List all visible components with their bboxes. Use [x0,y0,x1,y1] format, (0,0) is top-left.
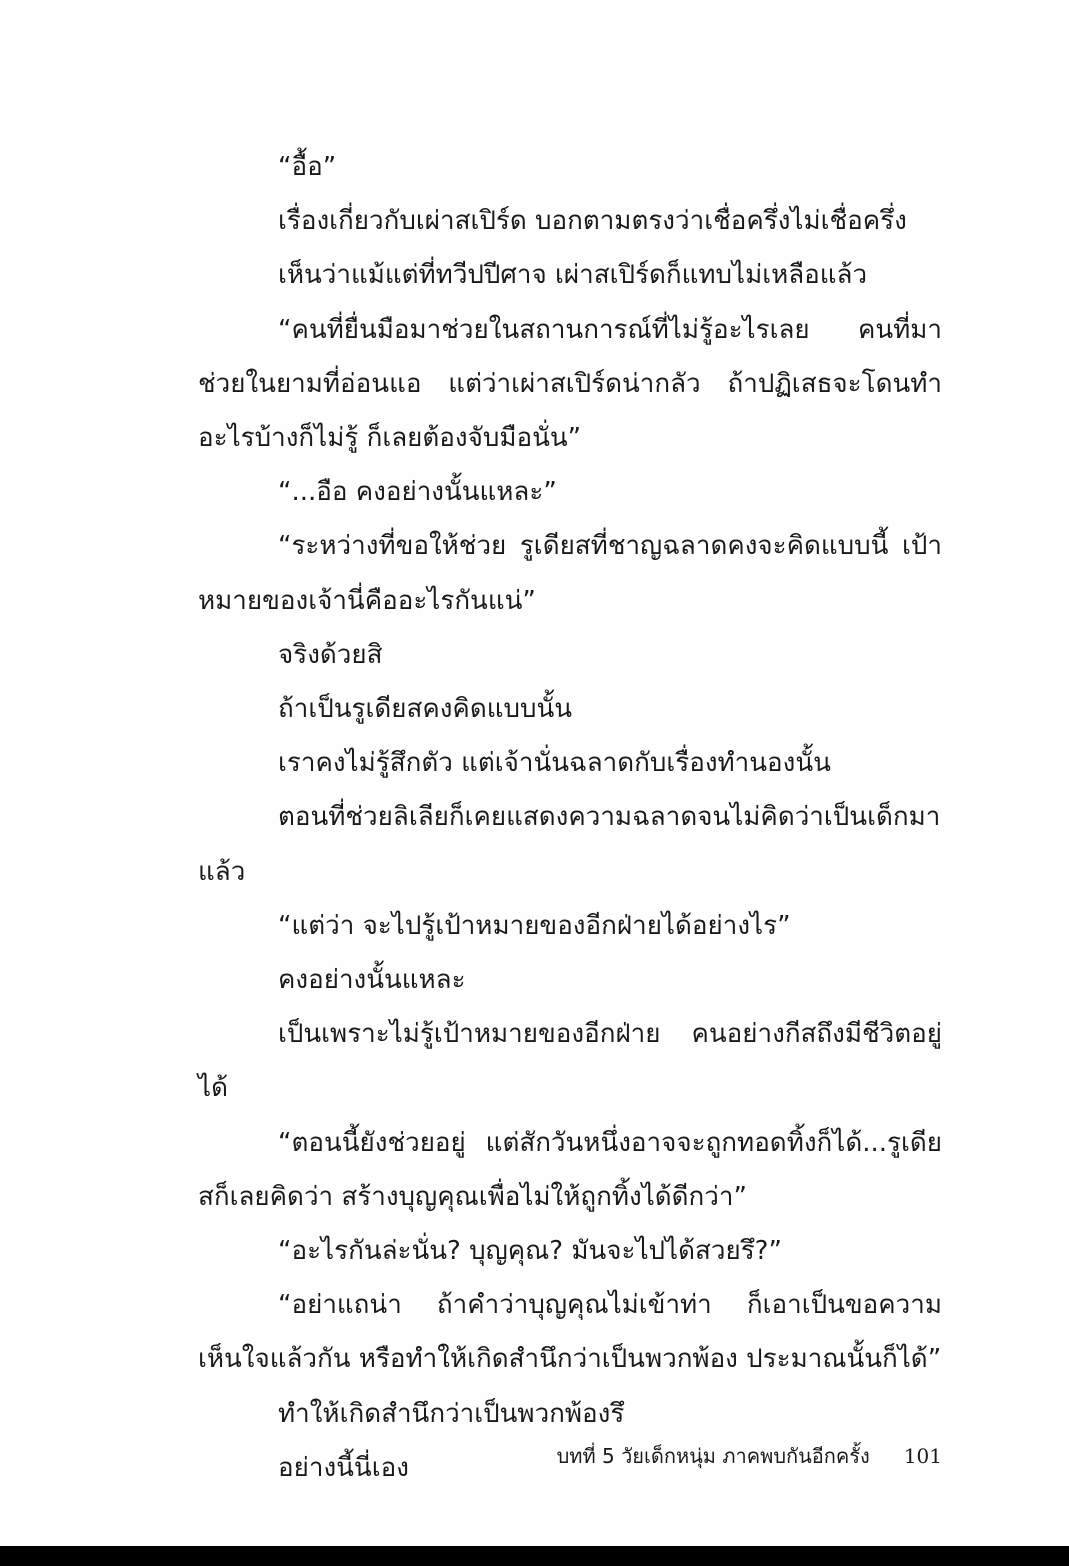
paragraph: เรื่องเกี่ยวกับเผ่าสเปิร์ด บอกตามตรงว่าเชื่อครึ่งไม่เชื่อครึ่ง [278,206,907,237]
paragraph: เราคงไม่รู้สึกตัว แต่เจ้านั่นฉลาดกับเรื่องทำนองนั้น [278,748,831,779]
paragraph: “อื้อ” [278,152,337,182]
paragraph: “แต่ว่า จะไปรู้เป้าหมายของอีกฝ่ายได้อย่างไร” [278,910,791,941]
paragraph: เป็นเพราะไม่รู้เป้าหมายของอีกฝ่าย คนอย่างกีสถึงมีชีวิตอยู่ได้ [198,1019,942,1104]
paragraph: “อะไรกันล่ะนั่น? บุญคุณ? มันจะไปได้สวยรึ?” [278,1236,782,1267]
paragraph: “ตอนนี้ยังช่วยอยู่ แต่สักวันหนึ่งอาจจะถูกทอดทิ้งก็ได้...รูเดียสก็เลยคิดว่า สร้างบุญคุณเพื่อไม่ให้ถูกทิ้งได้ดีกว่า” [198,1127,942,1212]
paragraph: เห็นว่าแม้แต่ที่ทวีปปีศาจ เผ่าสเปิร์ดก็แทบไม่เหลือแล้ว [278,260,868,291]
page-number: 101 [903,1444,942,1468]
paragraph: “คนที่ยื่นมือมาช่วยในสถานการณ์ที่ไม่รู้อะไรเลย คนที่มาช่วยในยามที่อ่อนแอ แต่ว่าเผ่าสเปิร์ดน่ากลัว ถ้าปฏิเสธจะโดนทำอะไรบ้างก็ไม่รู้ ก็เลยต้องจับมือนั่น” [198,314,942,454]
page-footer [557,1440,942,1472]
paragraph: คงอย่างนั้นแหละ [278,965,466,996]
paragraph: “อย่าแถน่า ถ้าคำว่าบุญคุณไม่เข้าท่า ก็เอาเป็นขอความเห็นใจแล้วกัน หรือทำให้เกิดสำนึกว่าเป็นพวกพ้อง ประมาณนั้นก็ได้” [198,1290,942,1375]
paragraph: ตอนที่ช่วยลิเลียก็เคยแสดงความฉลาดจนไม่คิดว่าเป็นเด็กมาแล้ว [198,802,941,887]
paragraph: “...อือ คงอย่างนั้นแหละ” [278,477,557,508]
paragraph: ทำให้เกิดสำนึกว่าเป็นพวกพ้องรึ [278,1398,625,1429]
paragraph: “ระหว่างที่ขอให้ช่วย รูเดียสที่ชาญฉลาดคงจะคิดแบบนี้ เป้าหมายของเจ้านี่คืออะไรกันแน่” [198,531,942,616]
body-text [198,140,942,1495]
chapter-title: บทที่ 5 วัยเด็กหนุ่ม ภาคพบกันอีกครั้ง [556,1444,870,1468]
paragraph: อย่างนี้นี่เอง [278,1452,409,1483]
bottom-edge-bar [0,1546,1069,1566]
paragraph: จริงด้วยสิ [278,639,383,670]
paragraph: ถ้าเป็นรูเดียสคงคิดแบบนั้น [278,694,573,725]
